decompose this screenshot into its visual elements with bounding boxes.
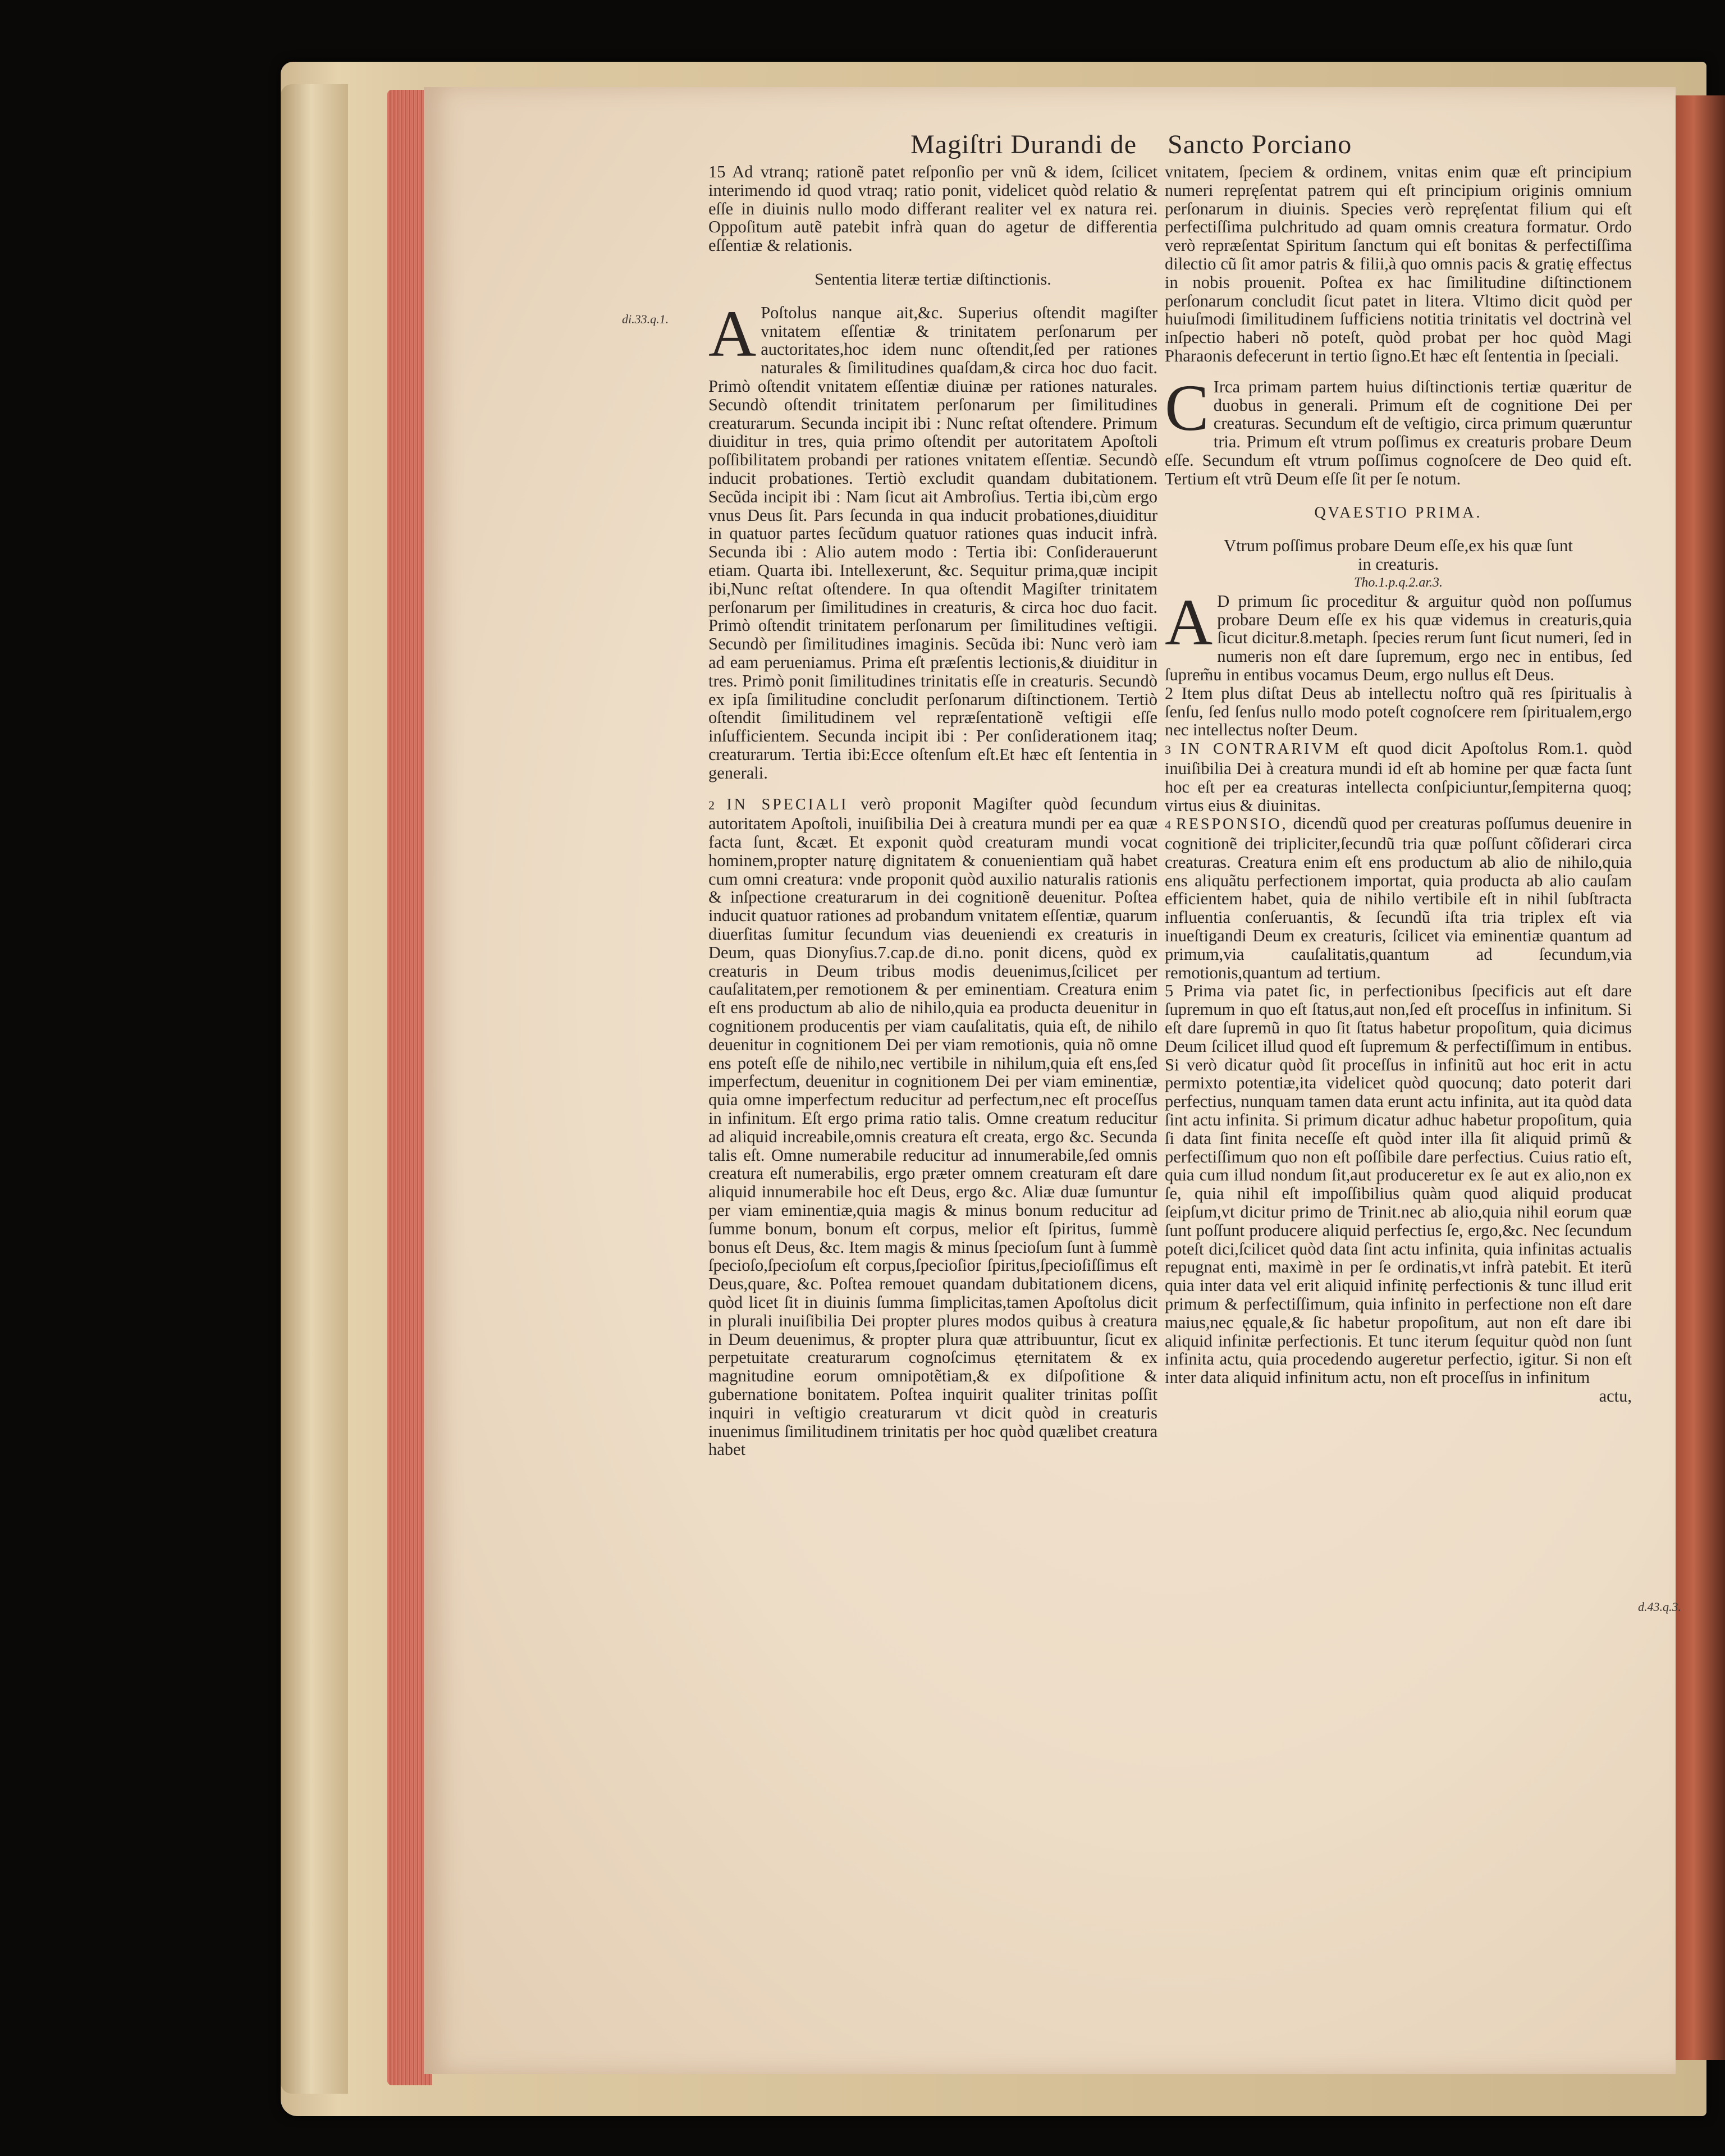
drop-cap: A (708, 296, 757, 370)
running-head-left: Magiſtri Durandi de (910, 130, 1137, 159)
caps-lead: IN SPECIALI (726, 795, 849, 813)
caps-lead: RESPONSIO, (1176, 816, 1288, 834)
paragraph: 15 Ad vtranq; rationẽ patet reſponſio per vnũ & idem, ſcilicet interimendo id quod vtraq; ratio ponit, videlicet quòd relatio & eſſe in diuinis nullo modo differant realiter vel ex natura rei. Oppoſitum autẽ patebit infrà quan do agetur de differentia eſſentiæ & relationis. (708, 162, 1157, 255)
drop-cap: A (1165, 585, 1213, 659)
paragraph: 2 Item plus diſtat Deus ab intellectu noſtro quã res ſpiritualis à ſenſu, ſed ſenſus nullo modo poteſt cognoſcere rem ſpiritualem,ergo nec intellectus noſter Deum. (1165, 683, 1632, 740)
section-heading: Sententia literæ tertiæ diſtinctionis. (815, 269, 1051, 289)
margin-note-left: di.33.q.1. (622, 312, 669, 326)
paragraph: A D primum ſic proceditur & arguitur quòd non poſſumus probare Deum eſſe ex his quæ videmus in creaturis,quia ſicut dicitur.8.metaph. ſpecies rerum ſunt ſicut numeri, ſed in numeris non eſt dare ſupremum, ergo nec in entibus, ſed ſuprem̃u in entibus vocamus Deum, ergo nullus eſt Deus. (1165, 585, 1632, 684)
paragraph: C Irca primam partem huius diſtinctionis tertiæ quæritur de duobus in generali. Primum eſt de cognitione Dei per creaturas. Secundum eſt de veſtigio, circa primum quæruntur tria. Primum eſt vtrum poſſimus ex creaturis probare Deum eſſe. Secundum eſt vtrum poſſimus cognoſcere de Deo quid eſt. Tertium eſt vtrũ Deum eſſe ſit per ſe notum. (1165, 370, 1632, 488)
drop-cap: C (1165, 370, 1209, 445)
paragraph: 3 IN CONTRARIVM eſt quod dicit Apoſtolus Rom.1. quòd inuiſibilia Dei à creatura mundi id eſt ab homine per quæ facta ſunt hoc eſt per ea creaturas intellecta conſpiciuntur,ſempiterna quoq; virtus eius & diuinitas. (1165, 739, 1632, 815)
question-reference: Tho.1.p.q.2.ar.3. (1353, 575, 1443, 590)
paragraph-number: 3 (1165, 743, 1171, 757)
caps-lead: IN CONTRARIVM (1180, 740, 1342, 758)
quaestio-heading: QVAESTIO PRIMA. (1314, 503, 1483, 521)
paragraph: A Poſtolus nanque ait,&c. Superius oſtendit magiſter vnitatem eſſentiæ & trinitatem perſonarum per auctoritates,hoc idem nunc oſtendit,ſed per rationes naturales & ſimilitudines quaſdam,& circa hoc duo facit. Primò oſtendit vnitatem eſſentiæ diuinæ per rationes naturales. Secundò oſtendit trinitatem perſonarum per ſimilitudines creaturarum. Secunda incipit ibi : Nunc reſtat oſtendere. Primum diuiditur in tres, quia primo oſtendit per autoritatem Apoſtoli poſſibilitatem probandi per rationes vnitatem eſſentiæ. Secundò inducit probationes. Tertiò excludit quandam dubitationem. Secũda incipit ibi : Nam ſicut ait Ambroſius. Tertia ibi,cùm ergo vnus Deus ſit. Pars ſecunda in qua inducit probationes,diuiditur in quatuor partes ſecũdum quatuor rationes quas inducit infrà. Secunda ibi : Alio autem modo : Tertia ibi: Conſiderauerunt etiam. Quarta ibi. Intellexerunt, &c. Sequitur prima,quæ incipit ibi,Nunc reſtat oſtendere. In qua oſtendit Magiſter trinitatem perſonarum per ſimilitudines in creaturis, & circa hoc duo facit. Primò oſtendit trinitatem perſonarum per ſimilitudines veſtigii. Secundò per ſimilitudines imaginis. Secũda ibi: Nunc verò iam ad eam perueniamus. Prima eſt præſentis lectionis,& diuiditur in tres. Primò ponit ſimilitudines trinitatis eſſe in creaturis. Secundò ex ipſa ſimilitudine concludit perſonarum diſtinctionem. Tertiò oſtendit ſimilitudinem vel repræſentationẽ veſtigii eſſe inſufficientem. Secunda incipit ibi : Per conſiderationem itaq; creaturarum. Tertia ibi:Ecce oſtenſum eſt.Et hæc eſt ſententia in generali. (708, 296, 1157, 782)
paragraph: vnitatem, ſpeciem & ordinem, vnitas enim quæ eſt principium numeri repręſentat patrem qui eſt principium originis omnium perſonarum in diuinis. Species verò repręſentat filium qui eſt perfectiſſima pulchritudo ad quam omnis creatura formatur. Ordo verò repræſentat Spiritum ſanctum qui eſt bonitas & perfectiſſima dilectio cũ ſit amor patris & filii,à quo omnis pacis & gratię effectus in nobis prouenit. Poſtea ex hac ſimilitudine diſtinctionem perſonarum concludit ſicut patet in litera. Vltimo dicit quòd per huiuſmodi ſimilitudinem ſufficiens notitia trinitatis vel doctrinà vel inſpectio haberi nõ poteſt, quòd probat per hoc quòd Magi Pharaonis defecerunt in tertio ſigno.Et hæc eſt ſententia in ſpeciali. (1165, 162, 1632, 365)
running-head-right: Sancto Porciano (1168, 130, 1352, 159)
cover-fold (281, 84, 348, 2094)
text-column-left (708, 163, 1157, 1459)
adjacent-page-edge (1673, 95, 1725, 2060)
paragraph: 4 RESPONSIO, dicendũ quod per creaturas poſſumus deuenire in cognitionẽ dei tripliciter,ſecundũ tria quæ poſſunt cõſiderari circa creaturas. Creatura enim eſt ens productum ab alio de nihilo,quia ens aliquãtu perfectionem importat, quia producta ab alio cauſam efficientem habet, quia de nihilo vertibile eſt in nihil ſubſtracta influentia conſeruantis, & ſecundũ iſta tria triplex eſt via inueſtigandi Deum ex creaturis, ſcilicet via eminentiæ quantum ad primum,via cauſalitatis,quantum ad ſecundum,via remotionis,quantum ad tertium. (1165, 814, 1632, 982)
paragraph: 2 IN SPECIALI verò proponit Magiſter quòd ſecundum autoritatem Apoſtoli, inuiſibilia Dei à creatura mundi per ea quæ facta ſunt, &cæt. Et exponit quòd creaturam mundi vocat hominem,propter naturę dignitatem & conuenientiam quã habet cum omni creatura: vnde proponit quòd auxilio naturalis rationis & inſpectione creaturarum in dei cognitionẽ deuenitur. Poſtea inducit quatuor rationes ad probandum vnitatem eſſentiæ, quarum diuerſitas ſumitur ſecundum vias deueniendi ex creaturis in Deum, quas Dionyſius.7.cap.de di.no. ponit dicens, quòd ex creaturis in Deum tribus modis deuenimus,ſcilicet per cauſalitatem,per remotionem & per eminentiam. Creatura enim eſt ens productum ab alio de nihilo,quia ea producta deuenitur in cognitionem producentis per viam cauſalitatis, quia eſt, de nihilo deuenitur in cognitionem Dei per viam remotionis, quia nõ omne ens poteſt eſſe de nihilo,nec vertibile in nihilum,quia eſt ens,ſed imperfectum, deuenitur in cognitionem Dei per viam eminentiæ, quia omne imperfectum reducitur ad perfectum,nec eſt proceſſus in infinitum. Eſt ergo prima ratio talis. Omne creatum reducitur ad aliquid increabile,omnis creatura eſt creata, ergo &c. Secunda talis eſt. Omne numerabile reducitur ad innumerabile,ſed omnis creatura eſt numerabilis, ergo præter omnem creaturam eſt dare aliquid innumerabile hoc eſt Deus, ergo &c. Aliæ duæ ſumuntur per viam eminentiæ,quia magis & minus bonum reducitur ad ſumme bonum, bonum eſt corpus, melior eſt ſpiritus, ſummè bonus eſt Deus, &c. Item magis & minus ſpecioſum ſunt à ſummè ſpecioſo,ſpecioſum eſt corpus,ſpecioſior ſpiritus,ſpecioſiſſimus eſt Deus,quare, &c. Poſtea remouet quandam dubitationem dicens, quòd licet ſit in diuinis ſumma ſimplicitas,tamen Apoſtolus dicit in plurali inuiſibilia Dei propter plures modos quibus à creatura in Deum deuenimus, & propter plura quæ attribuuntur, ſicut ex perpetuitate creaturarum cognoſcimus ęternitatem & ex magnitudine eorum omnipotẽtiam,& ex diſpoſitione & gubernatione bonitatem. Poſtea inquirit qualiter trinitas poſſit inquiri in veſtigio creaturarum vt dicit quòd in creaturis inuenimus ſimilitudinem trinitatis per hoc quòd quælibet creatura habet (708, 794, 1158, 1459)
paragraph-number: 4 (1165, 818, 1171, 832)
paragraph: 5 Prima via patet ſic, in perfectionibus ſpecificis aut eſt dare ſupremum in quo eſt ſtatus,aut non,ſed eſt proceſſus in infinitum. Si eſt dare ſupremũ in quo ſit ſtatus habetur propoſitum, quia dicimus Deum ſcilicet illud quod eſt ſupremum & perfectiſſimum in entibus. Si verò dicatur quòd ſit proceſſus in infinitũ aut hoc erit in actu permixto potentiæ,ita videlicet quòd quocunq; dato poterit dari perfectius, nunquam tamen data erunt actu infinita, aut ita quòd data ſint actu infinita. Si primum dicatur adhuc habetur propoſitum, quia ſi data ſint finita neceſſe eſt quòd inter illa ſit aliquid primũ & perfectiſſimum quo non eſt poſſibile dare perfectius. Cuius ratio eſt, quia cum illud nondum ſit,aut produceretur ex ſe aut ex alio,non ex ſe, quia nihil eſt impoſſibilius quàm quod aliquid producat ſeipſum,vt dicitur primo de Trinit.nec ab alio,quia nihil eorum quæ ſunt poſſunt producere aliquid perfectius ſe, ergo,&c. Nec ſecundum poteſt dici,ſcilicet quòd data ſint actu infinita, quia infinitas actualis repugnat enti, maximè in per ſe ordinatis,vt infrà patebit. Et iterũ quia inter data vel erit aliquid infinitę perfectionis & tunc illud erit primum & perfectiſſimum, quia infinito in perfectione non eſt dare maius,nec ęquale,& ſic habetur propoſitum, aut non eſt dare ibi aliquid infinitæ perfectionis. Et tunc iterum ſequitur quòd non ſunt infinita actu, quia procedendo augeretur perfectio, igitur. Si non eſt inter data aliquid infinitum actu, non eſt proceſſus in infinitum (1165, 981, 1632, 1388)
text-column-right (1165, 163, 1632, 1406)
catchword: actu, (1599, 1386, 1632, 1406)
question-title: Vtrum poſſimus probare Deum eſſe,ex his quæ ſunt in creaturis. (1224, 536, 1573, 574)
margin-note-right: d.43.q.3. (1638, 1600, 1681, 1614)
paragraph-number: 2 (708, 798, 715, 812)
